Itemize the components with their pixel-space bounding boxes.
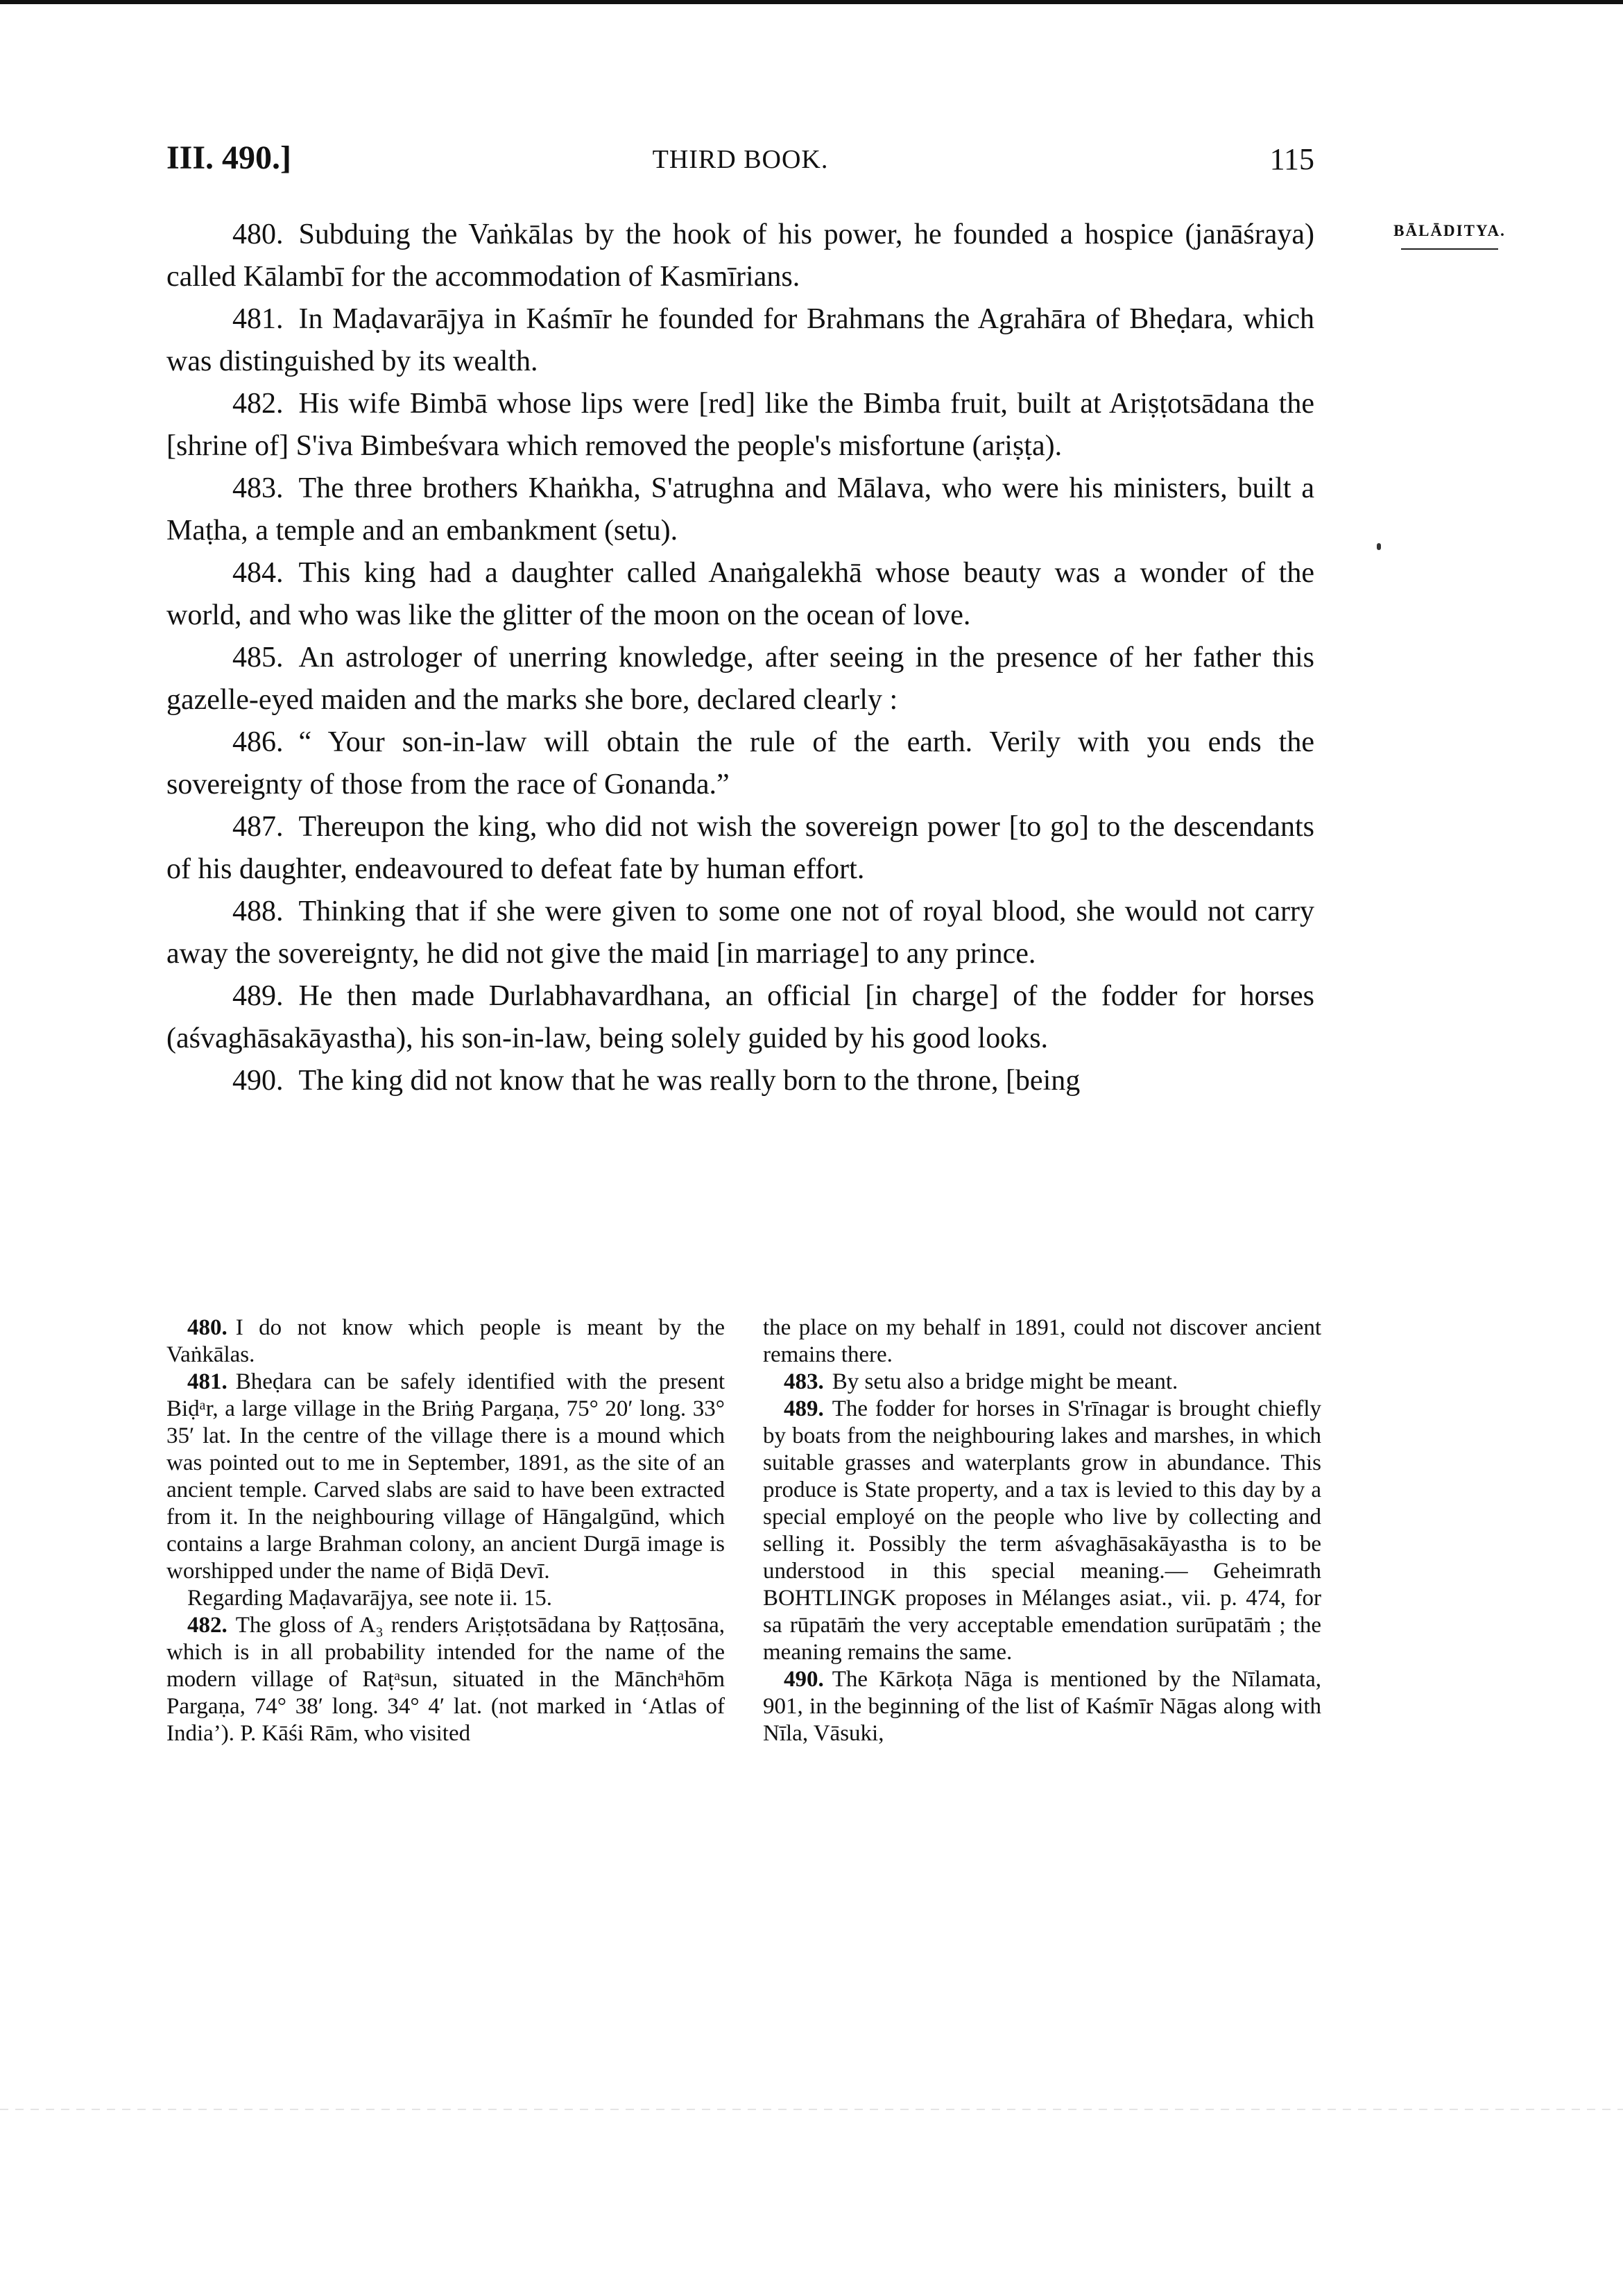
footnote-number: 480.	[187, 1315, 227, 1340]
header-book-title: THIRD BOOK.	[652, 145, 829, 174]
verse-text: Subduing the Vaṅkālas by the hook of his power, he founded a hospice (janāśraya) called Kālambī for the accommodation of Kasmīrians.	[166, 219, 1314, 293]
verse-text: Thereupon the king, who did not wish the sovereign power [to go] to the descendants of his daughter, endeavoured to defeat fate by human effort.	[166, 811, 1314, 885]
footnote-text: The fodder for horses in S'rīnagar is brought chiefly by boats from the neighbouring lakes and marshes, in which suitable grasses and waterplants grow in abundance. This produce is State property, and a tax is levied to this day by a special employé on the people who live by collecting and selling it. Possibly the term aśvaghāsakāyastha is to be understood in this special meaning.— Geheimrath BOHTLINGK proposes in Mélanges asiat., vii. p. 474, for sa rūpatāṁ the very acceptable emendation surūpatāṁ ; the meaning remains the same.	[763, 1396, 1321, 1665]
footnote	[763, 1666, 1321, 1747]
scan-artifact-line	[0, 2109, 1623, 2110]
footnote-text: Regarding Maḍavarājya, see note ii. 15.	[187, 1586, 552, 1611]
verse-number: 482.	[232, 388, 284, 420]
verse	[166, 806, 1314, 891]
verse-number: 489.	[232, 980, 284, 1012]
footnote	[166, 1585, 725, 1612]
footnote-number: 481.	[187, 1369, 227, 1394]
footnote-text: Bheḍara can be safely identified with the present Biḍᵃr, a large village in the Briṅg Pargaṇa, 75° 20′ long. 33° 35′ lat. In the centre of the village there is a mound which was pointed out to me in September, 1891, as the site of an ancient temple. Carved slabs are said to have been extracted from it. In the neighbouring village of Hāngalgūnd, which contains a large Brahman colony, an ancient Durgā image is worshipped under the name of Biḍā Devī.	[166, 1369, 725, 1584]
footnote-number: 482.	[187, 1613, 227, 1638]
footnote-text: the place on my behalf in 1891, could not discover ancient remains there.	[763, 1315, 1321, 1367]
verse-text: The three brothers Khaṅkha, S'atrughna and Mālava, who were his ministers, built a Maṭha, a temple and an embankment (setu).	[166, 472, 1314, 547]
footnote-text: By setu also a bridge might be meant.	[832, 1369, 1178, 1394]
verse	[166, 214, 1314, 298]
verse-text: He then made Durlabhavardhana, an official [in charge] of the fodder for horses (aśvaghāsakāyastha), his son-in-law, being solely guided by his good looks.	[166, 980, 1314, 1054]
footnote	[763, 1369, 1321, 1396]
margin-note	[1380, 222, 1519, 250]
footnotes-right-column	[763, 1314, 1321, 1747]
verse-text: His wife Bimbā whose lips were [red] like the Bimba fruit, built at Ariṣṭotsādana the [shrine of] S'iva Bimbeśvara which removed the people's misfortune (ariṣṭa).	[166, 388, 1314, 462]
verse-number: 481.	[232, 303, 284, 335]
header-verse-ref: III. 490.]	[166, 139, 292, 176]
footnote-text: I do not know which people is meant by the Vaṅkālas.	[166, 1315, 725, 1367]
verse-number: 490.	[232, 1065, 284, 1097]
margin-note-label: BĀLĀDITYA.	[1393, 222, 1506, 239]
verse-number: 486.	[232, 726, 284, 758]
footnote-number: 483.	[784, 1369, 824, 1394]
verse-text: In Maḍavarājya in Kaśmīr he founded for Brahmans the Agrahāra of Bheḍara, which was distinguished by its wealth.	[166, 303, 1314, 377]
footnote	[166, 1612, 725, 1747]
verse-text: “ Your son-in-law will obtain the rule of the earth. Verily with you ends the sovereignty of those from the race of Gonanda.”	[166, 726, 1314, 800]
verse-number: 480.	[232, 219, 284, 250]
footnote	[166, 1369, 725, 1585]
footnote	[763, 1396, 1321, 1666]
verse	[166, 1060, 1314, 1102]
footnote-continuation	[763, 1314, 1321, 1369]
verse-number: 487.	[232, 811, 284, 843]
footnotes-left-column	[166, 1314, 725, 1747]
verse	[166, 468, 1314, 552]
verse	[166, 721, 1314, 806]
verse	[166, 383, 1314, 468]
verse	[166, 637, 1314, 721]
page-header	[166, 139, 1314, 187]
margin-note-rule	[1401, 248, 1498, 250]
verse-number: 483.	[232, 472, 284, 504]
page-number: 115	[1269, 142, 1314, 176]
footnote	[166, 1314, 725, 1369]
footnote-text: The gloss of A₃ renders Ariṣṭotsādana by Raṭṭosāna, which is in all probability intended for the name of the modern village of Raṭᵃsun, situated in the Mānchᵃhōm Pargaṇa, 74° 38′ long. 34° 4′ lat. (not marked in ‘Atlas of India’). P. Kāśi Rām, who visited	[166, 1613, 725, 1746]
footnote-number: 489.	[784, 1396, 824, 1421]
verse-text: An astrologer of unerring knowledge, after seeing in the presence of her father this gazelle-eyed maiden and the marks she bore, declared clearly :	[166, 642, 1314, 716]
verse	[166, 298, 1314, 383]
verse	[166, 891, 1314, 975]
footnote-text: The Kārkoṭa Nāga is mentioned by the Nīlamata, 901, in the beginning of the list of Kaśmīr Nāgas along with Nīla, Vāsuki,	[763, 1667, 1321, 1746]
verse-text: Thinking that if she were given to some one not of royal blood, she would not carry away the sovereignty, he did not give the maid [in marriage] to any prince.	[166, 896, 1314, 970]
verse-text: This king had a daughter called Anaṅgalekhā whose beauty was a wonder of the world, and who was like the glitter of the moon on the ocean of love.	[166, 557, 1314, 631]
verse-number: 488.	[232, 896, 284, 927]
verse	[166, 975, 1314, 1060]
top-border-line	[0, 0, 1623, 4]
verse	[166, 552, 1314, 637]
footnote-number: 490.	[784, 1667, 824, 1692]
verse-text: The king did not know that he was really born to the throne, [being	[298, 1065, 1081, 1097]
main-text	[166, 208, 1314, 1102]
verse-number: 484.	[232, 557, 284, 589]
verse-number: 485.	[232, 642, 284, 674]
scan-speck	[1377, 543, 1381, 550]
